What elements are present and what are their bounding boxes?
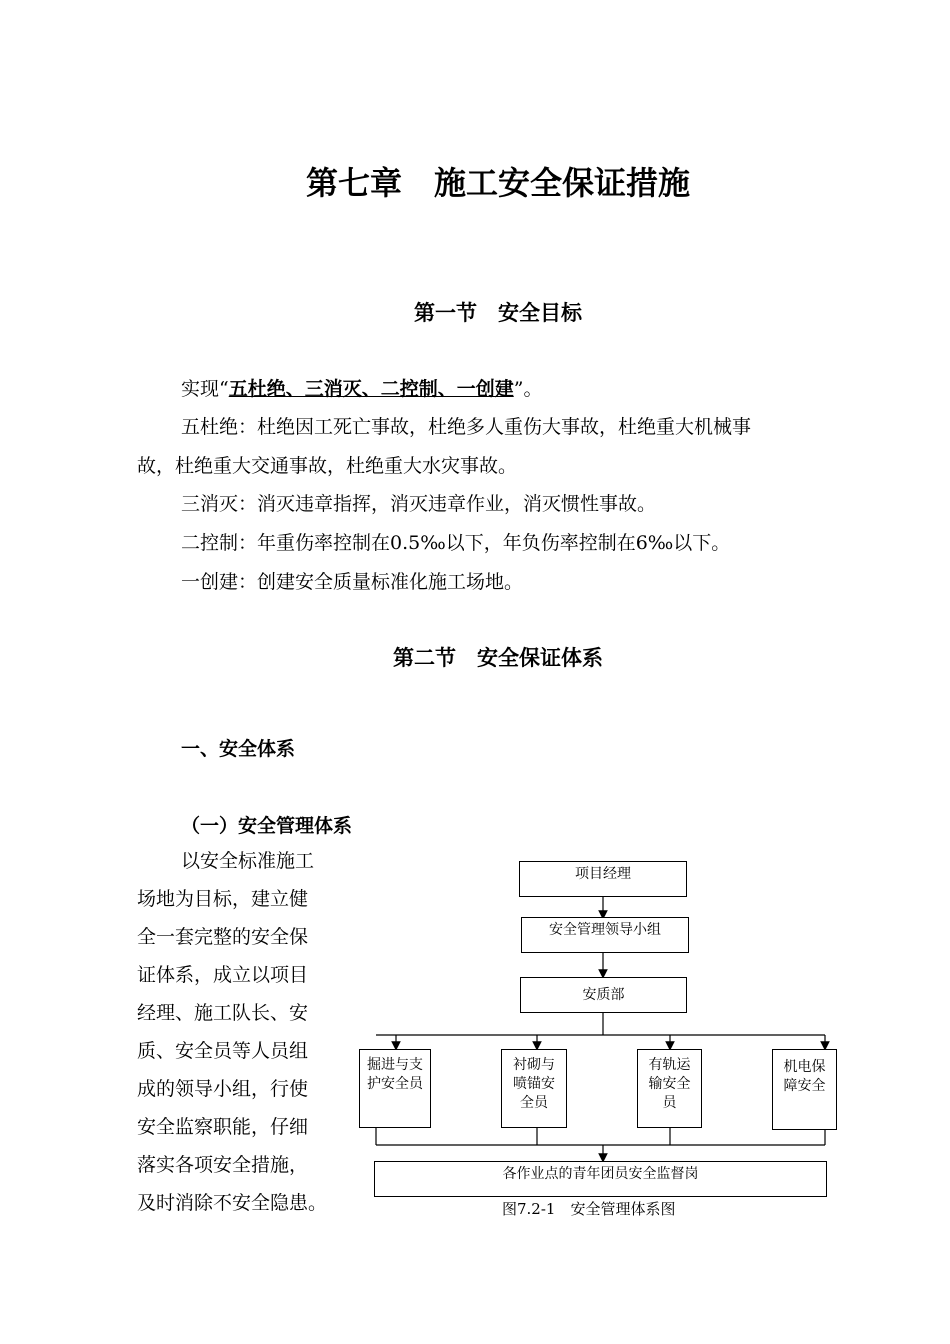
org-node-youth-supervision	[374, 1161, 827, 1197]
chapter-title: 第七章 施工安全保证措施	[305, 164, 690, 202]
body-line: 证体系，成立以项目	[137, 964, 309, 986]
org-node-rail-transport-safety	[637, 1049, 702, 1128]
body-line: 及时消除不安全隐患。	[137, 1192, 328, 1214]
org-node-safety-quality-dept	[520, 977, 687, 1013]
org-node-project-manager	[519, 861, 687, 897]
body-line: 经理、施工队长、安	[137, 1002, 309, 1024]
org-node-label: 全员	[520, 1095, 548, 1111]
org-node-label: 安质部	[582, 987, 625, 1003]
paragraph-line: 五杜绝：杜绝因工死亡事故，杜绝多人重伤大事故，杜绝重大机械事	[181, 416, 752, 438]
org-node-mechanical-safety	[772, 1049, 837, 1130]
section-title-1: 第一节 安全目标	[414, 301, 582, 325]
paragraph-line: 二控制：年重伤率控制在0.5‰以下，年负伤率控制在6‰以下。	[181, 532, 731, 554]
subheading-1-1: （一）安全管理体系	[181, 815, 353, 837]
body-line: 全一套完整的安全保	[137, 926, 309, 948]
body-line: 以安全标准施工	[181, 850, 315, 872]
org-node-label: 各作业点的青年团员安全监督岗	[502, 1166, 699, 1182]
body-line: 质、安全员等人员组	[137, 1040, 309, 1062]
org-node-label: 喷锚安	[513, 1076, 555, 1092]
org-node-label: 障安全	[783, 1078, 826, 1094]
paragraph-line: 故，杜绝重大交通事故，杜绝重大水灾事故。	[137, 455, 518, 477]
body-line: 成的领导小组，行使	[137, 1078, 309, 1100]
paragraph-line: 三消灭：消灭违章指挥，消灭违章作业，消灭惯性事故。	[181, 493, 657, 515]
subheading-1: 一、安全体系	[181, 738, 296, 760]
org-node-label: 有轨运	[648, 1057, 691, 1073]
org-node-label: 掘进与支	[367, 1057, 423, 1073]
org-node-lining-safety	[501, 1049, 567, 1128]
body-line: 安全监察职能，仔细	[137, 1116, 309, 1138]
org-node-safety-leadership	[521, 917, 689, 953]
figure-caption: 图7.2-1 安全管理体系图	[502, 1200, 676, 1218]
org-node-label: 机电保	[783, 1059, 826, 1075]
goal-prefix: 实现“	[181, 378, 229, 400]
org-node-excavation-safety	[359, 1049, 431, 1128]
goal-highlight: 五杜绝、三消灭、二控制、一创建	[228, 378, 514, 400]
section-title-2: 第二节 安全保证体系	[393, 646, 603, 670]
paragraph-line: 一创建：创建安全质量标准化施工场地。	[181, 571, 524, 593]
body-line: 落实各项安全措施，	[137, 1154, 309, 1176]
org-node-label: 项目经理	[575, 866, 631, 882]
goal-suffix: ”。	[513, 378, 543, 400]
org-node-label: 护安全员	[367, 1076, 423, 1092]
org-node-label: 安全管理领导小组	[549, 922, 661, 938]
body-line: 场地为目标，建立健	[137, 888, 309, 910]
org-node-label: 员	[662, 1095, 677, 1111]
org-node-label: 输安全	[648, 1076, 691, 1092]
org-node-label: 衬砌与	[513, 1057, 555, 1073]
